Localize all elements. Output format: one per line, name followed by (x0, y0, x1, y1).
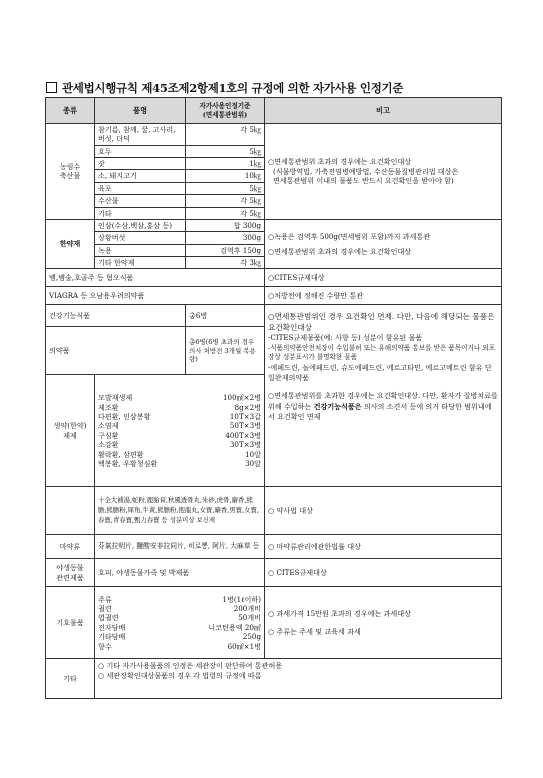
item-name: 뱀,뱀술,호골주 등 혐오식품 (46, 269, 265, 287)
list-item: 모발재생제 100㎖×2병 (98, 393, 261, 403)
note-herbal: ○녹용은 검역후 500g(면세범위 포함)까지 과세통관 ○면세통관범위 초과의 경우에는 요건확인대상 (265, 219, 502, 268)
header-limit: 자가사용인정기준 (면세통관범위) (186, 98, 265, 124)
item-name: 기타 한약재 (95, 256, 186, 268)
item-limit: 검역후 150g (186, 244, 265, 256)
list-item: 소염제 50T×3병 (98, 421, 261, 431)
table-row (46, 124, 502, 146)
category-narcotic: 마약류 (46, 535, 95, 559)
category-herb-prep: 생약(한약) 제제 (46, 375, 95, 487)
item-name: 의약품 (46, 327, 186, 375)
item-name: 호피, 야생동물가죽 및 박제품 (95, 559, 265, 587)
note-other: ○ 기타 자가사용물품의 인정은 세관장이 판단하여 통관허용 ○ 세관장확인대상물품의 경우 각 법령의 규정에 따름 (95, 659, 502, 699)
herb-prep-list (95, 375, 265, 487)
item-name: 참기름, 참깨, 꿀, 고사리, 버섯, 더덕 (95, 124, 186, 146)
item-limit: 300g (186, 232, 265, 244)
header-note: 비고 (265, 98, 502, 124)
list-item: 소감환 30T×3병 (98, 440, 261, 450)
item-limit: 각 3㎏ (186, 256, 265, 268)
item-name: 호두 (95, 145, 186, 157)
self-use-standard-table (45, 97, 502, 699)
item-name: VIAGRA 등 오남용우려의약품 (46, 287, 265, 305)
list-item: 향수 60㎖×1병 (98, 641, 261, 651)
table-row (46, 487, 502, 535)
table-row (46, 269, 502, 287)
list-item: 주류 1병(1ℓ이하) (98, 594, 261, 604)
item-note: ○CITES규제대상 (265, 269, 502, 287)
item-limit: 1㎏ (186, 158, 265, 170)
note-pharma: ○면세통관범위인 경우 요건확인 면제. 다만, 다음에 해당되는 물품은 요건확인대상 -CITES규제물품(예: 사향 등) 성분이 함유된 물품 -식품의약품안전처장이 수입불허 또는 유해의약품 통보를 받은 품목이거나 외포장상 성분표시가 불명확한 물품 -에페드린, 놀에페드린, 슈도에페드린, 에르고타민, 에르고메트린 함유 단일완제의약품 ○면세통관범위를 초과한 경우에는 요건확인대상. 다만, 환자가 질병치료를 위해 수입하는 건강기능식품은 의사의 소견서 등에 의거 타당한 범위내에서 요건확인 면제 (265, 305, 502, 487)
item-limit: 총6병 (186, 305, 265, 327)
header-type: 종류 (46, 98, 95, 124)
item-note: ○처방전에 정해진 수량만 통관 (265, 287, 502, 305)
list-item: 전자담배 니코틴용액 20㎖ (98, 622, 261, 632)
category-agri: 농림수 축산물 (46, 124, 95, 220)
list-item: 기타담배 250g (98, 632, 261, 642)
list-item: 다편환, 인삼봉황 10T×3갑 (98, 412, 261, 422)
item-limit: 5㎏ (186, 145, 265, 157)
item-limit: 5㎏ (186, 182, 265, 194)
table-header-row (46, 98, 502, 124)
item-name: 인삼(수삼,백삼,홍삼 등) (95, 219, 186, 231)
table-row (46, 219, 502, 231)
item-name: 육포 (95, 182, 186, 194)
item-name: 상황버섯 (95, 232, 186, 244)
item-limit: 각 5㎏ (186, 195, 265, 207)
category-other: 기타 (46, 659, 95, 699)
item-limit: 총6병(6병 초과의 경우 의사 처방전 3개월 복용량) (186, 327, 265, 375)
item-limit: 각 5㎏ (186, 207, 265, 219)
list-item: 제조환 8g×2병 (98, 402, 261, 412)
checkbox-square-icon (46, 82, 57, 93)
item-note: ○ 약사법 대상 (265, 487, 502, 535)
table-row (46, 535, 502, 559)
list-item: 백봉환, 우황청심환 30알 (98, 458, 261, 468)
item-name: 녹용 (95, 244, 186, 256)
table-row (46, 305, 502, 327)
item-limit: 각 5㎏ (186, 124, 265, 146)
item-name: 잣 (95, 158, 186, 170)
header-item: 품명 (95, 98, 186, 124)
table-row (46, 287, 502, 305)
item-limit: 합 300g (186, 219, 265, 231)
category-empty (46, 487, 95, 535)
list-item: 활락환, 삼편환 10알 (98, 449, 261, 459)
note-agri: ○면세통관범위 초과의 경우에는 요건확인대상 (식물방역법, 가축전염병예방법, 수산동물질병관리법 대상은 면세통관범위 이내의 물품도 반드시 요건확인을 받아야 함) (265, 124, 502, 220)
item-note: ○ CITES규제대상 (265, 559, 502, 587)
item-name: 수산물 (95, 195, 186, 207)
item-limit: 10㎏ (186, 170, 265, 182)
luxury-list (95, 587, 265, 659)
category-wildlife: 야생동물 관련제품 (46, 559, 95, 587)
item-name: 十全大補湯,蛇粉,鹿胎膏,秋風透骨丸,朱砂,虎骨,麝香,熊膽,熊膽粉,犀角,牛黃,熊膽粉,抱龍丸,女寶,麝香,男寶,女寶,春寶,青春寶,甄力春寶 등 성분미상 보신제 (95, 487, 265, 535)
item-name: 건강기능식품 (46, 305, 186, 327)
list-item: 엽궐련 50개비 (98, 613, 261, 623)
table-row (46, 587, 502, 659)
table-row (46, 659, 502, 699)
list-item: 구심환 400T×3병 (98, 430, 261, 440)
item-name: 芬氣拉明片, 鹽酸安非拉同片, 히로뽕, 阿片, 大麻草 등 (95, 535, 265, 559)
note-luxury: ○ 과세가격 15만원 초과의 경우에는 과세대상 ○ 주류는 주세 및 교육세 과세 (265, 587, 502, 659)
list-item: 궐련 200개비 (98, 604, 261, 614)
table-row (46, 559, 502, 587)
page-title: 관세법시행규칙 제45조제2항제1호의 규정에 의한 자가사용 인정기준 (46, 80, 403, 96)
item-name: 소, 돼지고기 (95, 170, 186, 182)
category-luxury: 기호물품 (46, 587, 95, 659)
item-name: 기타 (95, 207, 186, 219)
category-herbal: 한약재 (46, 219, 95, 268)
item-note: ○ 마약류관리에관한법률 대상 (265, 535, 502, 559)
